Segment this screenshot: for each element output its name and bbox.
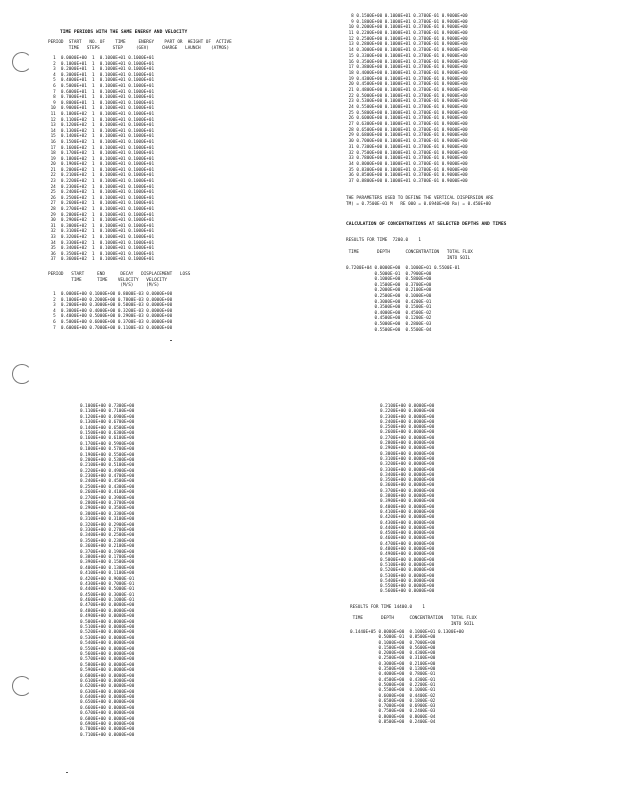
table-row: 9 0.8000E+01 1 0.1000E+01 0.1000E+01 bbox=[48, 100, 155, 106]
table-row: 21 0.2000E+02 1 0.1000E+01 0.1000E+01 bbox=[48, 167, 155, 173]
table-row: 23 0.5300E+00 0.1000E+01 0.3700E-01 0.9000E+00 bbox=[346, 99, 468, 105]
table-row: 0.4000E+00 0.4500E-02 bbox=[346, 310, 432, 316]
table-row: 0.2800E+00 0.3700E+00 bbox=[80, 501, 135, 507]
table-row: 0.4500E+00 0.1200E-02 bbox=[346, 316, 432, 322]
table-row: 0.4900E+00 0.0000E+00 bbox=[80, 614, 135, 620]
depth-conc-table-right bbox=[380, 404, 434, 595]
table-row: 0.6300E+00 0.0000E+00 bbox=[80, 689, 135, 695]
table-row: 0.2500E+00 0.4300E+00 bbox=[80, 484, 135, 490]
table-row: 0.2500E+00 0.1000E+00 bbox=[346, 293, 432, 299]
table-row: 0.3500E+00 0.1500E-01 bbox=[346, 305, 432, 311]
results-title-1: RESULTS FOR TIME 7200.0 1 bbox=[346, 238, 422, 243]
table-row: 0.8000E+00 0.8000E-04 bbox=[350, 714, 436, 720]
table-row: 22 0.2100E+02 1 0.1000E+01 0.1000E+01 bbox=[48, 173, 155, 179]
table-row: 0.3000E+00 0.2100E+00 bbox=[350, 661, 436, 667]
table-row: 0.3300E+00 0.2700E+00 bbox=[80, 527, 135, 533]
table-row: 18 0.4000E+00 0.1000E+01 0.3700E-01 0.9000E+00 bbox=[346, 70, 468, 76]
table-row: 32 0.7500E+00 0.1000E+01 0.3700E-01 0.9000E+00 bbox=[346, 150, 468, 156]
table-row: 5 0.4000E+00 0.5000E+00 0.2900E-03 0.0000E+00 bbox=[48, 314, 173, 320]
table-row: 5 0.4000E+01 1 0.1000E+01 0.1000E+01 bbox=[48, 78, 155, 84]
periods-table bbox=[48, 56, 154, 263]
table-row: 0.2300E+00 0.0000E+00 bbox=[380, 414, 435, 420]
table-row: 12 0.2500E+00 0.1000E+01 0.3700E-01 0.9000E+00 bbox=[346, 36, 468, 42]
table-row: 0.5600E+00 0.0000E+00 bbox=[380, 589, 435, 595]
binder-hole-bottom bbox=[12, 676, 32, 696]
table-row: 0.5500E+00 0.0000E+00 bbox=[380, 584, 435, 590]
calculation-title: CALCULATION OF CONCENTRATIONS AT SELECTED DEPTHS AND TIMES bbox=[346, 222, 507, 227]
table-row: 0.6700E+00 0.0000E+00 bbox=[80, 711, 135, 717]
table-row: 0.4200E+00 0.0000E+00 bbox=[380, 515, 435, 521]
table-row: 13 0.1200E+02 1 0.1000E+01 0.1000E+01 bbox=[48, 123, 155, 129]
table-row: 0.5500E+00 0.5500E-04 bbox=[346, 327, 432, 333]
table-row: 34 0.3300E+02 1 0.1000E+01 0.1000E+01 bbox=[48, 240, 155, 246]
table-row: 0.5500E+00 0.0000E+00 bbox=[80, 646, 135, 652]
table-row: 26 0.2500E+02 1 0.1000E+01 0.1000E+01 bbox=[48, 195, 155, 201]
table-row: 35 0.8300E+00 0.1000E+01 0.3700E-01 0.9000E+00 bbox=[346, 167, 468, 173]
table-row: 0.4400E+00 0.0000E+00 bbox=[380, 525, 435, 531]
table-row: 34 0.8000E+00 0.1000E+01 0.3700E-01 0.9000E+00 bbox=[346, 161, 468, 167]
table-row: 0.3000E+00 0.0000E+00 bbox=[380, 451, 435, 457]
table-row: 0.7000E+00 0.6900E-03 bbox=[350, 704, 436, 710]
table-row: 10 0.2000E+00 0.1000E+01 0.3700E-01 0.9000E+00 bbox=[346, 25, 468, 31]
periods-header: PERIOD START NO. OF TIME ENERGY PART OR HEIGHT OF ACTIVE TIME STEPS STEP (GEV) CHARGE LAUNCH (ATMOS) bbox=[48, 40, 232, 51]
table-row: 0.2300E+00 0.4700E+00 bbox=[80, 474, 135, 480]
table-row: 0.3700E+00 0.1900E+00 bbox=[80, 549, 135, 555]
table-row: 0.2900E+00 0.3500E+00 bbox=[80, 506, 135, 512]
table-row: 0.7200E+04 0.0000E+00 0.1000E+01 0.5500E-01 bbox=[346, 266, 460, 271]
table-row: 0.7500E+00 0.2400E-03 bbox=[350, 709, 436, 715]
table-row: 0.4600E+00 0.1000E-01 bbox=[80, 598, 135, 604]
table-row: 0.3100E+00 0.0000E+00 bbox=[380, 456, 435, 462]
print-speck bbox=[66, 772, 68, 773]
table-row: 33 0.3200E+02 1 0.1000E+01 0.1000E+01 bbox=[48, 235, 155, 240]
table-row: 0.3400E+00 0.2500E+00 bbox=[80, 533, 135, 539]
table-row: 0.4300E+00 0.0000E+00 bbox=[380, 520, 435, 526]
table-row: 26 0.6000E+00 0.1000E+01 0.3700E-01 0.9000E+00 bbox=[346, 116, 468, 122]
table-row: 36 0.3500E+02 1 0.1000E+01 0.1000E+01 bbox=[48, 251, 155, 257]
results-header-2: TIME DEPTH CONCENTRATION TOTAL FLUX INTO SOIL bbox=[352, 616, 477, 627]
table-row: 36 0.8500E+00 0.1000E+01 0.3700E-01 0.9000E+00 bbox=[346, 173, 468, 179]
table-row: 0.3300E+00 0.0000E+00 bbox=[380, 467, 435, 473]
table-row: 17 0.1600E+02 1 0.1000E+01 0.1000E+01 bbox=[48, 145, 155, 151]
table-row: 8 0.7000E+01 1 0.1000E+01 0.1000E+01 bbox=[48, 95, 155, 101]
table-row: 0.2600E+00 0.4100E+00 bbox=[80, 490, 135, 496]
table-row: 31 0.7300E+00 0.1000E+01 0.3700E-01 0.9000E+00 bbox=[346, 144, 468, 150]
table-row: 3 0.2000E+00 0.3000E+00 0.5000E-03 0.0000E+00 bbox=[48, 303, 173, 309]
table-row: 19 0.4300E+00 0.1000E+01 0.3700E-01 0.9000E+00 bbox=[346, 76, 468, 82]
results-title-2: RESULTS FOR TIME 14400.0 1 bbox=[350, 605, 426, 610]
table-row: 0.2100E+00 0.5100E+00 bbox=[80, 463, 135, 469]
table-row: 28 0.2700E+02 1 0.1000E+01 0.1000E+01 bbox=[48, 207, 155, 213]
table-row: 20 0.4500E+00 0.1000E+01 0.3700E-01 0.9000E+00 bbox=[346, 82, 468, 88]
table-row: 12 0.1100E+02 1 0.1000E+01 0.1000E+01 bbox=[48, 117, 155, 123]
table-row: 0.5700E+00 0.0000E+00 bbox=[80, 657, 135, 663]
periods-continued-table bbox=[346, 14, 468, 185]
periods-title: TIME PERIODS WITH THE SAME ENERGY AND VELOCITY bbox=[60, 30, 188, 35]
table-row: 0.1000E+00 0.5800E+00 bbox=[346, 277, 432, 283]
table-row: 2 0.1000E+00 0.2000E+00 0.7800E-03 0.0000E+00 bbox=[48, 297, 173, 303]
results-table-1 bbox=[346, 266, 460, 333]
table-row: 0.4100E+00 0.0000E+00 bbox=[380, 509, 435, 515]
table-row: 0.6500E+00 0.1800E-02 bbox=[350, 698, 436, 704]
table-row: 0.4700E+00 0.0000E+00 bbox=[80, 603, 135, 609]
binder-hole-middle bbox=[12, 364, 32, 384]
table-row: 35 0.3400E+02 1 0.1000E+01 0.1000E+01 bbox=[48, 246, 155, 252]
table-row: 0.5000E+00 0.0000E+00 bbox=[380, 557, 435, 563]
table-row: 33 0.7800E+00 0.1000E+01 0.3700E-01 0.9000E+00 bbox=[346, 156, 468, 162]
table-row: 16 0.1500E+02 1 0.1000E+01 0.1000E+01 bbox=[48, 139, 155, 145]
table-row: 0.1440E+05 0.0000E+00 0.1000E+01 0.1300E+00 bbox=[350, 630, 464, 635]
table-row: 20 0.1900E+02 1 0.1000E+01 0.1000E+01 bbox=[48, 162, 155, 168]
table-row: 24 0.2300E+02 1 0.1000E+01 0.1000E+01 bbox=[48, 184, 155, 190]
table-row: 11 0.2200E+00 0.1000E+01 0.3700E-01 0.9000E+00 bbox=[346, 31, 468, 37]
table-row: 0.5000E+00 0.0000E+00 bbox=[80, 619, 135, 625]
results-header-1: TIME DEPTH CONCENTRATION TOTAL FLUX INTO SOIL bbox=[348, 250, 473, 261]
table-row: 0.2000E+00 0.2100E+00 bbox=[346, 288, 432, 294]
table-row: 0.5000E+00 0.2800E-03 bbox=[346, 321, 432, 327]
table-row: 0.5000E-01 0.7900E+00 bbox=[346, 271, 432, 277]
table-row: 0.4500E+00 0.0000E+00 bbox=[380, 531, 435, 537]
table-row: 37 0.3600E+02 1 0.1000E+01 0.1000E+01 bbox=[48, 257, 155, 263]
decay-table bbox=[48, 292, 172, 331]
table-row: 0.4900E+00 0.0000E+00 bbox=[380, 552, 435, 558]
table-row: 0.2000E+00 0.4300E+00 bbox=[350, 651, 436, 657]
table-row: 0.5400E+00 0.0000E+00 bbox=[80, 641, 135, 647]
table-row: 0.8500E+00 0.2400E-04 bbox=[350, 720, 436, 726]
table-row: 0.2200E+00 0.0000E+00 bbox=[380, 409, 435, 415]
table-row: 19 0.1800E+02 1 0.1000E+01 0.1000E+01 bbox=[48, 156, 155, 162]
table-row: 0.5600E+00 0.0000E+00 bbox=[80, 651, 135, 657]
table-row: 0.6200E+00 0.0000E+00 bbox=[80, 684, 135, 690]
table-row: 0.4400E+00 0.5000E-01 bbox=[80, 587, 135, 593]
table-row: 0.3500E+00 0.1300E+00 bbox=[350, 667, 436, 673]
table-row: 0.3000E+00 0.4200E-01 bbox=[346, 299, 432, 305]
table-row: 0.7100E+00 0.0000E+00 bbox=[80, 732, 135, 738]
table-row: 0.1200E+00 0.6900E+00 bbox=[80, 414, 135, 420]
table-row: 0.2400E+00 0.0000E+00 bbox=[380, 419, 435, 425]
table-row: 0.6400E+00 0.0000E+00 bbox=[80, 695, 135, 701]
table-row: 0.3000E+00 0.3300E+00 bbox=[80, 511, 135, 517]
table-row: 0.3200E+00 0.0000E+00 bbox=[380, 462, 435, 468]
table-row: 0.5300E+00 0.0000E+00 bbox=[380, 573, 435, 579]
table-row: 0.3700E+00 0.0000E+00 bbox=[380, 488, 435, 494]
table-row: 0.2500E+00 0.0000E+00 bbox=[380, 425, 435, 431]
table-row: 0.3500E+00 0.0000E+00 bbox=[380, 478, 435, 484]
table-row: 29 0.2800E+02 1 0.1000E+01 0.1000E+01 bbox=[48, 212, 155, 218]
table-row: 10 0.9000E+01 1 0.1000E+01 0.1000E+01 bbox=[48, 106, 155, 112]
table-row: 0.5100E+00 0.0000E+00 bbox=[380, 562, 435, 568]
table-row: 0.5500E+00 0.1000E-01 bbox=[350, 688, 436, 694]
table-row: 11 0.1000E+02 1 0.1000E+01 0.1000E+01 bbox=[48, 111, 155, 117]
table-row: 24 0.5500E+00 0.1000E+01 0.3700E-01 0.9000E+00 bbox=[346, 105, 468, 110]
table-row: 0.2600E+00 0.0000E+00 bbox=[380, 430, 435, 436]
table-row: 0.5000E+00 0.2200E-01 bbox=[350, 682, 436, 688]
table-row: 9 0.1800E+00 0.1000E+01 0.3700E-01 0.9000E+00 bbox=[346, 19, 468, 25]
table-row: 0.4700E+00 0.0000E+00 bbox=[380, 541, 435, 547]
table-row: 0.4000E+00 0.1300E+00 bbox=[80, 565, 135, 571]
table-row: 0.5200E+00 0.0000E+00 bbox=[80, 630, 135, 636]
table-row: 0.2900E+00 0.0000E+00 bbox=[380, 446, 435, 452]
table-row: 23 0.2200E+02 1 0.1000E+01 0.1000E+01 bbox=[48, 179, 155, 185]
table-row: 18 0.1700E+02 1 0.1000E+01 0.1000E+01 bbox=[48, 151, 155, 157]
table-row: 0.5200E+00 0.0000E+00 bbox=[380, 568, 435, 574]
table-row: 0.1000E+00 0.7000E+00 bbox=[350, 640, 436, 646]
table-row: 0.6800E+00 0.0000E+00 bbox=[80, 716, 135, 722]
table-row: 0.1700E+00 0.5900E+00 bbox=[80, 441, 135, 447]
table-row: 29 0.6800E+00 0.1000E+01 0.3700E-01 0.9000E+00 bbox=[346, 133, 468, 139]
table-row: 30 0.2900E+02 1 0.1000E+01 0.1000E+01 bbox=[48, 218, 155, 224]
table-row: 17 0.3800E+00 0.1000E+01 0.3700E-01 0.9000E+00 bbox=[346, 65, 468, 71]
table-row: 22 0.5000E+00 0.1000E+01 0.3700E-01 0.9000E+00 bbox=[346, 93, 468, 99]
table-row: 0.2700E+00 0.3900E+00 bbox=[80, 495, 135, 501]
table-row: 0.2000E+00 0.5300E+00 bbox=[80, 457, 135, 463]
table-row: 0.6000E+00 0.4400E-02 bbox=[350, 693, 436, 699]
table-row: 16 0.3500E+00 0.1000E+01 0.3700E-01 0.9000E+00 bbox=[346, 59, 468, 65]
table-row: 0.5400E+00 0.0000E+00 bbox=[380, 578, 435, 584]
table-row: 0.5900E+00 0.0000E+00 bbox=[80, 668, 135, 674]
binder-hole-top bbox=[12, 52, 32, 72]
table-row: 0.6100E+00 0.0000E+00 bbox=[80, 678, 135, 684]
print-speck bbox=[170, 340, 172, 341]
table-row: 14 0.1300E+02 1 0.1000E+01 0.1000E+01 bbox=[48, 128, 155, 134]
table-row: 0.4200E+00 0.9000E-01 bbox=[80, 576, 135, 582]
table-row: 31 0.3000E+02 1 0.1000E+01 0.1000E+01 bbox=[48, 223, 155, 229]
table-row: 0.6900E+00 0.0000E+00 bbox=[80, 722, 135, 728]
table-row: 0.3900E+00 0.1500E+00 bbox=[80, 560, 135, 566]
table-row: 0.4500E+00 0.4300E-01 bbox=[350, 677, 436, 683]
table-row: 0.1500E+00 0.5600E+00 bbox=[350, 645, 436, 651]
table-row: 0.1000E+00 0.7300E+00 bbox=[80, 404, 135, 409]
table-row: 27 0.6300E+00 0.1000E+01 0.3700E-01 0.9000E+00 bbox=[346, 122, 468, 128]
table-row: 14 0.3000E+00 0.1000E+01 0.3700E-01 0.9000E+00 bbox=[346, 48, 468, 54]
table-row: 28 0.6500E+00 0.1000E+01 0.3700E-01 0.9000E+00 bbox=[346, 127, 468, 133]
table-row: 1 0.0000E+00 1 0.1000E+01 0.1000E+01 bbox=[48, 56, 155, 61]
decay-header: PERIOD START END DECAY DISPLACEMENT LOSS TIME TIME VELOCITY VELOCITY (M/S) (M/S) bbox=[48, 272, 191, 289]
table-row: 0.6500E+00 0.0000E+00 bbox=[80, 700, 135, 706]
table-row: 0.1600E+00 0.6100E+00 bbox=[80, 436, 135, 442]
table-row: 0.1900E+00 0.5500E+00 bbox=[80, 452, 135, 458]
table-row: 15 0.3300E+00 0.1000E+01 0.3700E-01 0.9000E+00 bbox=[346, 53, 468, 59]
table-row: 0.2400E+00 0.4500E+00 bbox=[80, 479, 135, 485]
table-row: 8 0.1500E+00 0.1000E+01 0.3700E-01 0.9000E+00 bbox=[346, 14, 468, 19]
table-row: 0.4500E+00 0.3000E-01 bbox=[80, 592, 135, 598]
table-row: 3 0.2000E+01 1 0.1000E+01 0.1000E+01 bbox=[48, 67, 155, 73]
table-row: 0.6600E+00 0.0000E+00 bbox=[80, 705, 135, 711]
table-row: 32 0.3100E+02 1 0.1000E+01 0.1000E+01 bbox=[48, 229, 155, 235]
table-row: 0.1800E+00 0.5700E+00 bbox=[80, 447, 135, 453]
table-row: 0.3500E+00 0.2300E+00 bbox=[80, 538, 135, 544]
table-row: 0.5800E+00 0.0000E+00 bbox=[80, 662, 135, 668]
table-row: 0.1500E+00 0.3700E+00 bbox=[346, 282, 432, 288]
table-row: 4 0.3000E+01 1 0.1000E+01 0.1000E+01 bbox=[48, 72, 155, 78]
table-row: 0.2800E+00 0.0000E+00 bbox=[380, 441, 435, 447]
results-table-2 bbox=[350, 630, 464, 725]
table-row: 0.4100E+00 0.1100E+00 bbox=[80, 571, 135, 577]
dispersion-note: THE PARAMETERS USED TO DEFINE THE VERTICAL DISPERSION ARE TM) = 0.7500E-01 M RE 000 = 0.6940E+00 Ro) = 0.450E+00 bbox=[346, 196, 494, 207]
table-row: 0.1300E+00 0.6700E+00 bbox=[80, 420, 135, 426]
table-row: 0.2700E+00 0.0000E+00 bbox=[380, 435, 435, 441]
table-row: 0.1500E+00 0.6300E+00 bbox=[80, 430, 135, 436]
table-row: 0.2200E+00 0.4900E+00 bbox=[80, 468, 135, 474]
table-row: 0.2100E+00 0.0000E+00 bbox=[380, 404, 435, 409]
table-row: 0.3400E+00 0.0000E+00 bbox=[380, 472, 435, 478]
table-row: 13 0.2800E+00 0.1000E+01 0.3700E-01 0.9000E+00 bbox=[346, 42, 468, 48]
table-row: 2 0.1000E+01 1 0.1000E+01 0.1000E+01 bbox=[48, 61, 155, 67]
depth-conc-table-left bbox=[80, 404, 134, 738]
table-row: 7 0.6000E+00 0.7000E+00 0.1100E-03 0.0000E+00 bbox=[48, 325, 173, 331]
table-row: 27 0.2600E+02 1 0.1000E+01 0.1000E+01 bbox=[48, 201, 155, 207]
table-row: 0.1400E+00 0.6500E+00 bbox=[80, 425, 135, 431]
table-row: 0.1100E+00 0.7100E+00 bbox=[80, 409, 135, 415]
table-row: 0.4600E+00 0.0000E+00 bbox=[380, 536, 435, 542]
table-row: 0.3100E+00 0.3100E+00 bbox=[80, 517, 135, 523]
table-row: 0.3600E+00 0.2100E+00 bbox=[80, 544, 135, 550]
table-row: 4 0.3000E+00 0.4000E+00 0.3200E-03 0.0000E+00 bbox=[48, 308, 173, 314]
table-row: 0.2500E+00 0.3100E+00 bbox=[350, 656, 436, 662]
table-row: 37 0.8800E+00 0.1000E+01 0.3700E-01 0.9000E+00 bbox=[346, 178, 468, 184]
table-row: 0.5300E+00 0.0000E+00 bbox=[80, 635, 135, 641]
table-row: 0.6000E+00 0.0000E+00 bbox=[80, 673, 135, 679]
table-row: 6 0.5000E+01 1 0.1000E+01 0.1000E+01 bbox=[48, 83, 155, 89]
table-row: 6 0.5000E+00 0.6000E+00 0.3700E-03 0.0000E+00 bbox=[48, 319, 173, 325]
table-row: 0.3600E+00 0.0000E+00 bbox=[380, 483, 435, 489]
table-row: 0.3800E+00 0.0000E+00 bbox=[380, 494, 435, 500]
table-row: 1 0.0000E+00 0.1000E+00 0.8000E-03 0.0000E+00 bbox=[48, 292, 173, 297]
table-row: 0.4800E+00 0.0000E+00 bbox=[80, 608, 135, 614]
table-row: 0.3200E+00 0.2900E+00 bbox=[80, 522, 135, 528]
table-row: 0.3800E+00 0.1700E+00 bbox=[80, 554, 135, 560]
table-row: 0.3900E+00 0.0000E+00 bbox=[380, 499, 435, 505]
table-row: 0.7000E+00 0.0000E+00 bbox=[80, 727, 135, 733]
table-row: 21 0.4800E+00 0.1000E+01 0.3700E-01 0.9000E+00 bbox=[346, 87, 468, 93]
table-row: 15 0.1400E+02 1 0.1000E+01 0.1000E+01 bbox=[48, 134, 155, 140]
table-row: 30 0.7000E+00 0.1000E+01 0.3700E-01 0.9000E+00 bbox=[346, 139, 468, 145]
table-row: 25 0.5800E+00 0.1000E+01 0.3700E-01 0.9000E+00 bbox=[346, 110, 468, 116]
table-row: 0.5100E+00 0.0000E+00 bbox=[80, 625, 135, 631]
table-row: 0.4300E+00 0.7000E-01 bbox=[80, 581, 135, 587]
table-row: 0.4000E+00 0.7800E-01 bbox=[350, 672, 436, 678]
table-row: 7 0.6000E+01 1 0.1000E+01 0.1000E+01 bbox=[48, 89, 155, 95]
table-row: 0.5000E-01 0.8500E+00 bbox=[350, 635, 436, 641]
table-row: 0.4000E+00 0.0000E+00 bbox=[380, 504, 435, 510]
table-row: 0.4800E+00 0.0000E+00 bbox=[380, 547, 435, 553]
table-row: 25 0.2400E+02 1 0.1000E+01 0.1000E+01 bbox=[48, 190, 155, 196]
